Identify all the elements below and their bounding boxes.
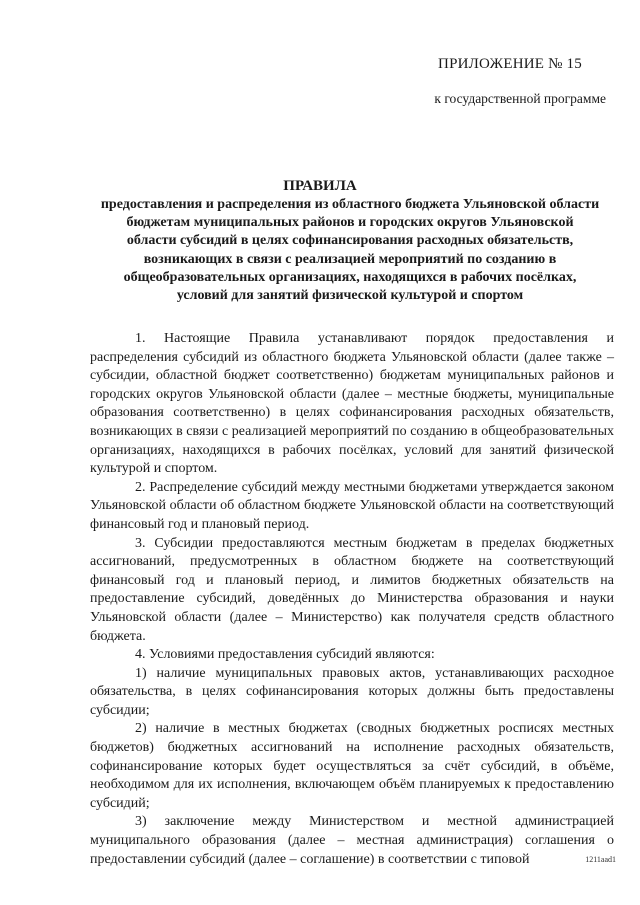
paragraph-4: 4. Условиями предоставления субсидий являются: <box>135 647 435 663</box>
document-title: ПРАВИЛА <box>283 178 357 194</box>
paragraph-1: 1. Настоящие Правила устанавливают порядок предоставления и распределения субсидий из областного бюджета Ульяновской области (далее также – субсидии, областной бюджет соответственно) бюджетам муниципальных районов и городских округов Ульяновской области (далее – местные бюджеты, муниципальные образования соответственно) в целях софинансирования расходных обязательств, возникающих в связи с реализацией мероприятий по созданию в общеобразовательных организациях, находящихся в рабочих посёлках, условий для занятий физической культурой и спортом. <box>90 331 614 477</box>
paragraph-2: 2. Распределение субсидий между местными бюджетами утверждается законом Ульяновской области об областном бюджете Ульяновской области на соответствующий финансовый год и плановый период. <box>90 479 614 532</box>
document-subtitle: предоставления и распределения из областного бюджета Ульяновской области бюджетам муниципальных районов и городских округов Ульяновской области субсидий в целях софинансирования расходных обязательств, возникающих в связи с реализацией мероприятий по созданию в общеобразовательных организациях, находящихся в рабочих посёлках, условий для занятий физической культурой и спортом <box>100 197 600 304</box>
paragraph-3: 3. Субсидии предоставляются местным бюджетам в пределах бюджетных ассигнований, предусмотренных в областном бюджете на соответствующий финансовый год и плановый период, и лимитов бюджетных обязательств на предоставление субсидий, доведённых до Министерства образования и науки Ульяновской области (далее – Министерство) как получателя средств областного бюджета. <box>90 535 614 644</box>
footer-code: 1211ааd1 <box>585 855 616 864</box>
annex-title: ПРИЛОЖЕНИЕ № 15 <box>438 56 582 72</box>
annex-subtitle: к государственной программе <box>434 91 606 106</box>
paragraph-4-item-2: 2) наличие в местных бюджетах (сводных бюджетных росписях местных бюджетов) бюджетных ассигнований на исполнение расходных обязательств, софинансирование которых будет осуществляться за счёт субсидий, в объёме, необходимом для их исполнения, включающем объём планируемых к предоставлению субсидий; <box>90 721 614 811</box>
paragraph-4-item-1: 1) наличие муниципальных правовых актов, устанавливающих расходное обязательства, в целях софинансирования которых должны быть предоставлены субсидии; <box>90 665 614 718</box>
document-body <box>90 330 614 869</box>
paragraph-4-item-3: 3) заключение между Министерством и местной администрацией муниципального образования (далее – местная администрация) соглашения о предоставлении субсидий (далее – соглашение) в соответствии с типовой <box>90 814 614 867</box>
